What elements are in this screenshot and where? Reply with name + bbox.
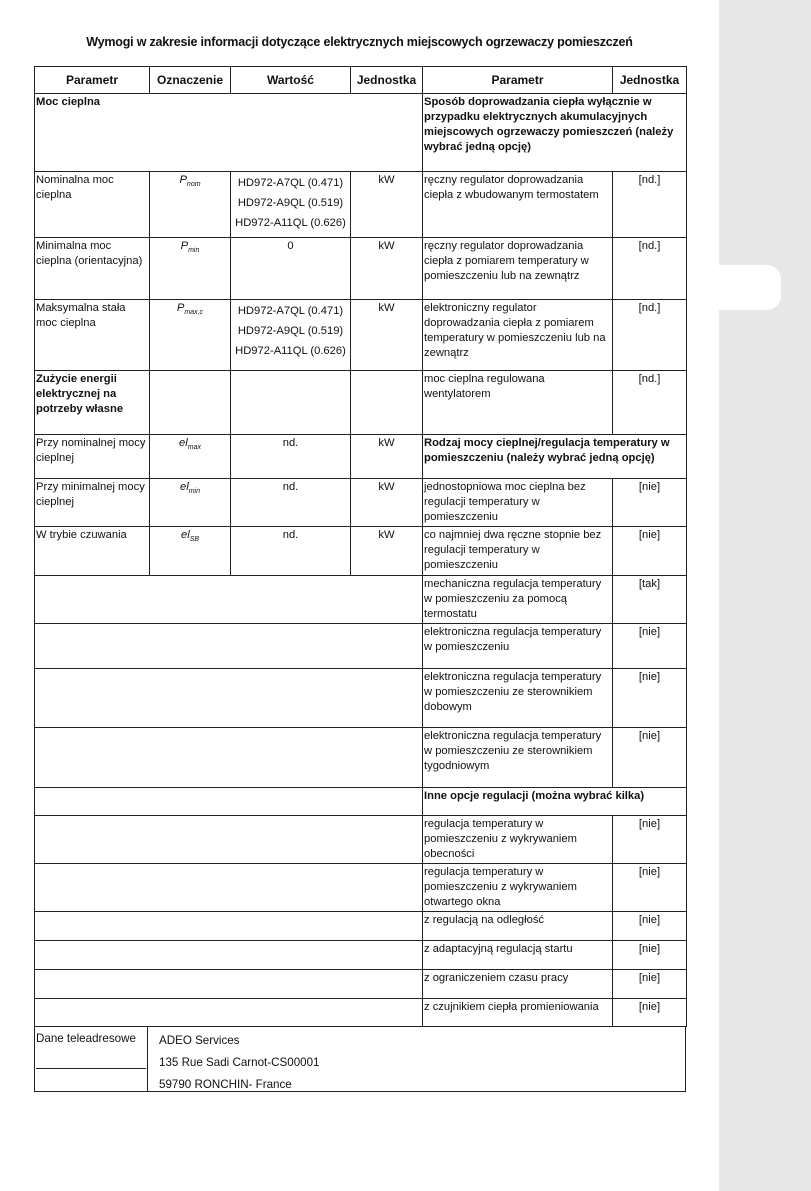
empty-cell xyxy=(35,864,423,912)
option-label: ręczny regulator doprowadzania ciepła z pomiarem temperatury w pomieszczeniu lub na zewnątrz xyxy=(423,238,613,300)
empty-cell xyxy=(35,576,423,624)
option-value: [nie] xyxy=(613,728,687,788)
option-label: ręczny regulator doprowadzania ciepła z wbudowanym termostatem xyxy=(423,172,613,238)
max-values: HD972-A7QL (0.471) HD972-A9QL (0.519) HD972-A11QL (0.626) xyxy=(231,300,351,371)
section-inne-opcje: Inne opcje regulacji (można wybrać kilka) xyxy=(423,788,687,816)
option-label: z regulacją na odległość xyxy=(423,912,613,941)
option-label: mechaniczna regulacja temperatury w pomieszczeniu za pomocą termostatu xyxy=(423,576,613,624)
empty-cell xyxy=(231,371,351,435)
option-label: moc cieplna regulowana wentylatorem xyxy=(423,371,613,435)
contact-line: ADEO Services xyxy=(159,1034,240,1047)
sb-el-unit: kW xyxy=(351,527,423,576)
min-el-label: Przy minimalnej mocy cieplnej xyxy=(35,479,150,527)
empty-cell xyxy=(35,624,423,669)
header-row xyxy=(35,67,687,94)
max-symbol: $P_{max,c}$ xyxy=(150,300,231,371)
option-label: elektroniczna regulacja temperatury w pomieszczeniu ze sterownikiem tygodniowym xyxy=(423,728,613,788)
col-wartosc: Wartość xyxy=(231,67,351,94)
table-row xyxy=(35,624,687,669)
table-row xyxy=(35,669,687,728)
table-row xyxy=(35,576,687,624)
empty-cell xyxy=(35,788,423,816)
max-label: Maksymalna stała moc cieplna xyxy=(35,300,150,371)
table-row xyxy=(35,728,687,788)
table-row xyxy=(35,970,687,999)
page-tab-marker xyxy=(719,265,781,310)
empty-cell xyxy=(35,970,423,999)
contact-address xyxy=(159,1030,319,1096)
section-zuzycie: Zużycie energii elektrycznej na potrzeby własne xyxy=(35,371,150,435)
empty-cell xyxy=(35,999,423,1027)
option-value: [nie] xyxy=(613,816,687,864)
option-value: [nd.] xyxy=(613,172,687,238)
table-row xyxy=(35,788,687,816)
minimal-label: Minimalna moc cieplna (orientacyjna) xyxy=(35,238,150,300)
table-row xyxy=(35,238,687,300)
table-row xyxy=(35,527,687,576)
nom-el-value: nd. xyxy=(231,435,351,479)
col-oznaczenie: Oznaczenie xyxy=(150,67,231,94)
option-value: [nie] xyxy=(613,527,687,576)
table-row xyxy=(35,999,687,1027)
empty-cell xyxy=(35,669,423,728)
min-el-value: nd. xyxy=(231,479,351,527)
empty-cell xyxy=(35,941,423,970)
col-jednostka: Jednostka xyxy=(351,67,423,94)
option-label: elektroniczna regulacja temperatury w pomieszczeniu ze sterownikiem dobowym xyxy=(423,669,613,728)
nom-el-label: Przy nominalnej mocy cieplnej xyxy=(35,435,150,479)
table-row xyxy=(35,912,687,941)
nominal-values: HD972-A7QL (0.471) HD972-A9QL (0.519) HD972-A11QL (0.626) xyxy=(231,172,351,238)
contact-box xyxy=(34,1026,686,1092)
col-parametr: Parametr xyxy=(35,67,150,94)
option-label: elektroniczny regulator doprowadzania ciepła z pomiarem temperatury w pomieszczeniu lub na zewnątrz xyxy=(423,300,613,371)
empty-cell xyxy=(35,912,423,941)
contact-line: 135 Rue Sadi Carnot-CS00001 xyxy=(159,1056,320,1069)
option-value: [nd.] xyxy=(613,371,687,435)
empty-cell xyxy=(351,371,423,435)
col-jednostka-right: Jednostka xyxy=(613,67,687,94)
section-sposob-doprowadzania: Sposób doprowadzania ciepła wyłącznie w przypadku elektrycznych akumulacyjnych miejscowych ogrzewaczy pomieszczeń (należy wybrać jedną opcję) xyxy=(423,94,687,172)
table-row xyxy=(35,94,687,172)
max-unit: kW xyxy=(351,300,423,371)
option-label: elektroniczna regulacja temperatury w pomieszczeniu xyxy=(423,624,613,669)
option-value: [tak] xyxy=(613,576,687,624)
contact-label: Dane teleadresowe xyxy=(36,1032,146,1069)
section-moc-cieplna: Moc cieplna xyxy=(35,94,423,172)
option-value: [nie] xyxy=(613,624,687,669)
contact-line: 59790 RONCHIN- France xyxy=(159,1078,292,1091)
table-row xyxy=(35,300,687,371)
option-value: [nie] xyxy=(613,912,687,941)
minimal-symbol: $P_{min}$ xyxy=(150,238,231,300)
min-el-unit: kW xyxy=(351,479,423,527)
table-row xyxy=(35,172,687,238)
option-label: regulacja temperatury w pomieszczeniu z wykrywaniem otwartego okna xyxy=(423,864,613,912)
option-label: z adaptacyjną regulacją startu xyxy=(423,941,613,970)
sb-el-value: nd. xyxy=(231,527,351,576)
option-value: [nd.] xyxy=(613,238,687,300)
option-label: co najmniej dwa ręczne stopnie bez regulacji temperatury w pomieszczeniu xyxy=(423,527,613,576)
contact-label-cell xyxy=(35,1027,148,1091)
nominal-label: Nominalna moc cieplna xyxy=(35,172,150,238)
option-value: [nie] xyxy=(613,864,687,912)
info-table xyxy=(34,66,687,1027)
minimal-unit: kW xyxy=(351,238,423,300)
table-row xyxy=(35,816,687,864)
empty-cell xyxy=(35,816,423,864)
nominal-unit: kW xyxy=(351,172,423,238)
section-rodzaj-mocy: Rodzaj mocy cieplnej/regulacja temperatury w pomieszczeniu (należy wybrać jedną opcję) xyxy=(423,435,687,479)
min-el-symbol: $el_{min}$ xyxy=(150,479,231,527)
option-value: [nie] xyxy=(613,479,687,527)
nom-el-unit: kW xyxy=(351,435,423,479)
col-parametr-right: Parametr xyxy=(423,67,613,94)
empty-cell xyxy=(35,728,423,788)
table-row xyxy=(35,435,687,479)
option-label: regulacja temperatury w pomieszczeniu z wykrywaniem obecności xyxy=(423,816,613,864)
table-row xyxy=(35,479,687,527)
option-value: [nd.] xyxy=(613,300,687,371)
page-title: Wymogi w zakresie informacji dotyczące elektrycznych miejscowych ogrzewaczy pomieszczeń xyxy=(86,35,633,49)
sb-el-symbol: $el_{SB}$ xyxy=(150,527,231,576)
option-label: z czujnikiem ciepła promieniowania xyxy=(423,999,613,1027)
option-value: [nie] xyxy=(613,669,687,728)
sb-el-label: W trybie czuwania xyxy=(35,527,150,576)
table-row xyxy=(35,371,687,435)
empty-cell xyxy=(150,371,231,435)
nom-el-symbol: $el_{max}$ xyxy=(150,435,231,479)
table-row xyxy=(35,941,687,970)
option-label: jednostopniowa moc cieplna bez regulacji temperatury w pomieszczeniu xyxy=(423,479,613,527)
page-side-margin xyxy=(719,0,811,1191)
option-label: z ograniczeniem czasu pracy xyxy=(423,970,613,999)
minimal-value: 0 xyxy=(231,238,351,300)
option-value: [nie] xyxy=(613,970,687,999)
option-value: [nie] xyxy=(613,999,687,1027)
option-value: [nie] xyxy=(613,941,687,970)
nominal-symbol: $P_{nom}$ xyxy=(150,172,231,238)
table-row xyxy=(35,864,687,912)
